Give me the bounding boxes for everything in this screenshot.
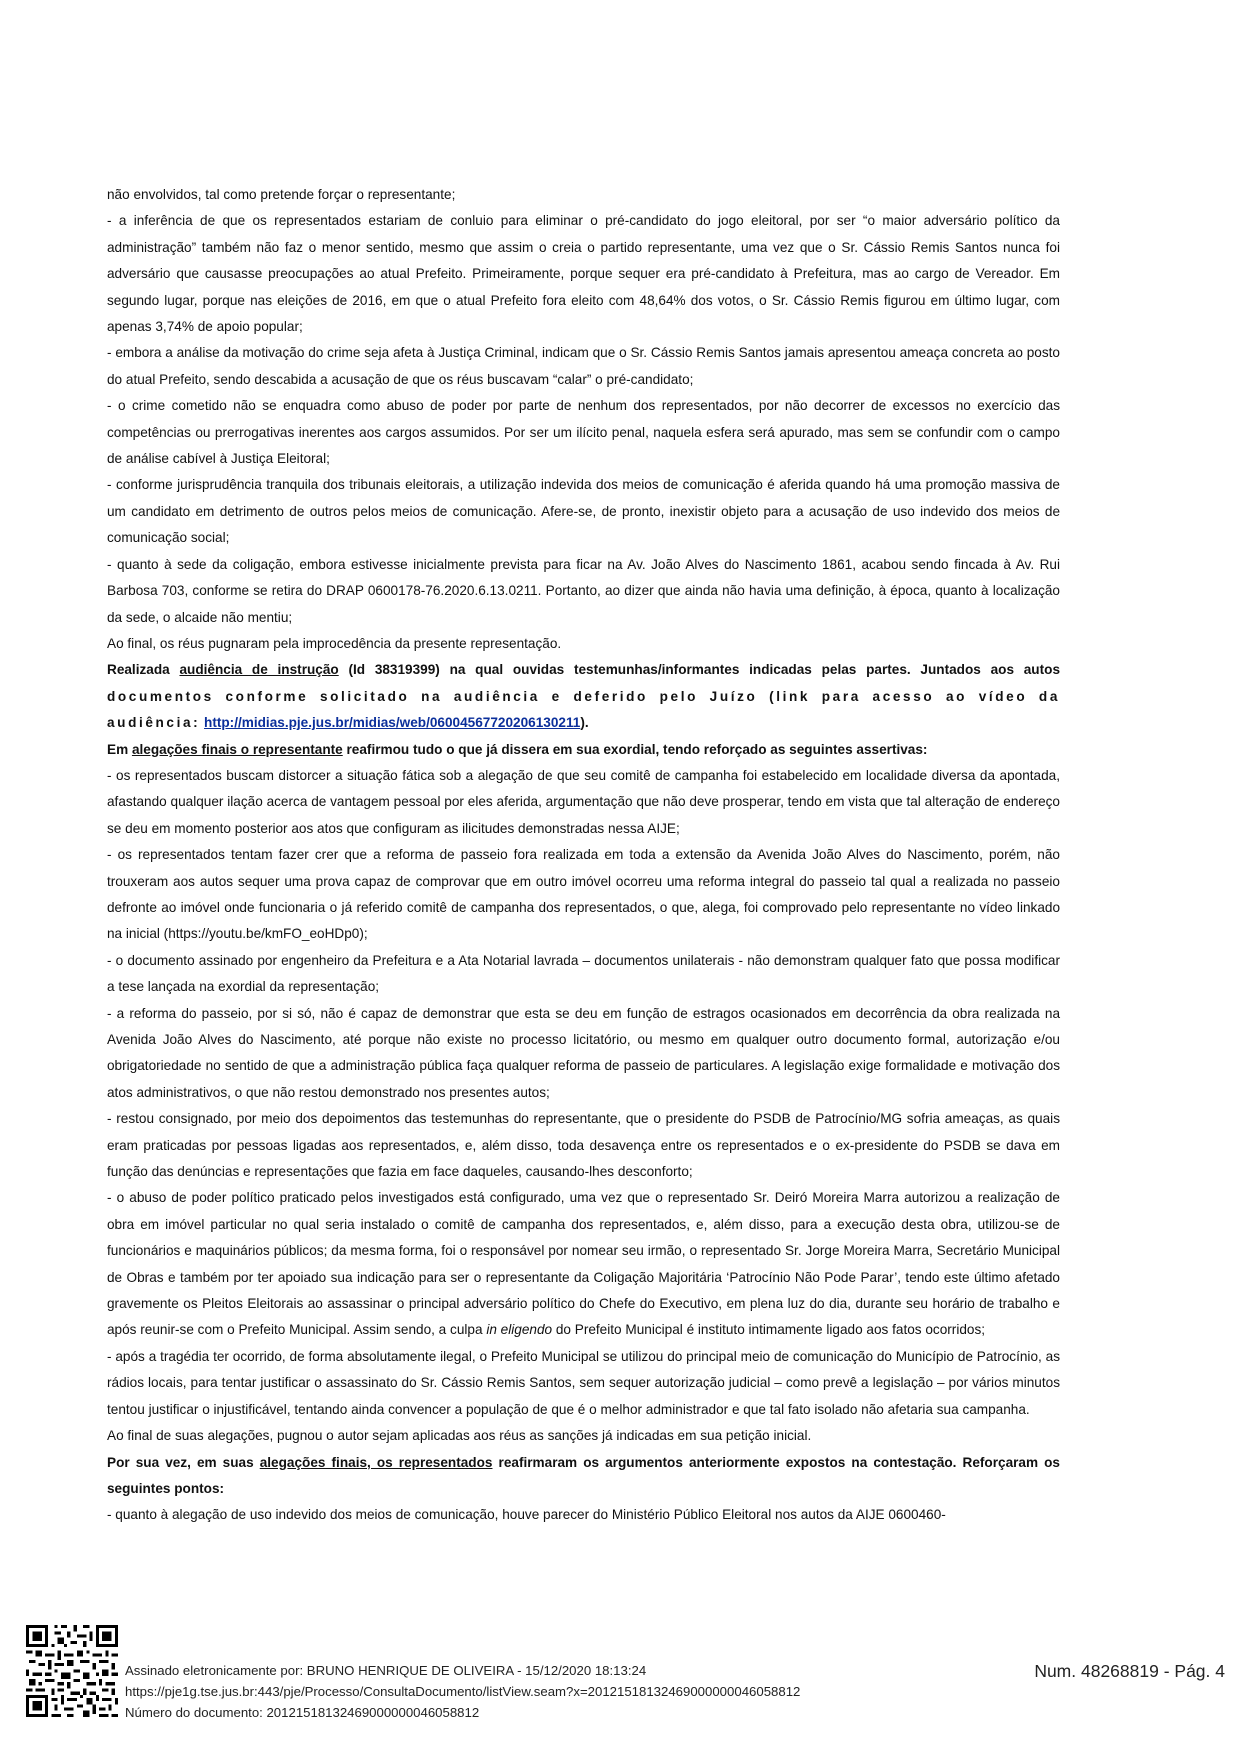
qr-code-icon xyxy=(26,1625,118,1717)
paragraph: - o abuso de poder político praticado pelos investigados está configurado, uma vez que o representado Sr. Deiró Moreira Marra autorizou a realização de obra em imóvel particular no qual seria instalado o comitê de campanha dos representados, e, além disso, para a execução desta obra, utilizou-se de funcionários e maquinários públicos; da mesma forma, foi o responsável por nomear seu irmão, o representado Sr. Jorge Moreira Marra, Secretário Municipal de Obras e também por ter apoiado sua indicação para ser o representante da Coligação Majoritária ‘Patrocínio Não Pode Parar’, tendo este último afetado gravemente os Pleitos Eleitorais ao assassinar o principal adversário político do Chefe do Executivo, em plena luz do dia, durante seu horário de trabalho e após reunir-se com o Prefeito Municipal. Assim sendo, a culpa in eligendo do Prefeito Municipal é instituto intimamente ligado aos fatos ocorridos; xyxy=(107,1190,1060,1338)
paragraph: - os representados tentam fazer crer que a reforma de passeio fora realizada em toda a extensão da Avenida João Alves do Nascimento, porém, não trouxeram aos autos sequer uma prova capaz de comprovar que em outro imóvel ocorreu uma reforma integral do passeio tal qual a realizada no passeio defronte ao imóvel onde funcionaria o já referido comitê de campanha dos representados, o que, alega, foi comprovado pelo representante no vídeo linkado na inicial (https://youtu.be/kmFO_eoHDp0); xyxy=(107,847,1060,942)
paragraph: Ao final, os réus pugnaram pela improcedência da presente representação. xyxy=(107,635,562,651)
signed-by: Assinado eletronicamente por: BRUNO HENRIQUE DE OLIVEIRA - 15/12/2020 18:13:24 xyxy=(125,1663,647,1678)
document-url[interactable]: https://pje1g.tse.jus.br:443/pje/Processo/ConsultaDocumento/listView.seam?x=20121518132469000000046058812 xyxy=(125,1684,801,1699)
paragraph: não envolvidos, tal como pretende forçar o representante; xyxy=(107,187,456,202)
page-number: Num. 48268819 - Pág. 4 xyxy=(1034,1661,1225,1681)
signature-block xyxy=(125,1660,800,1723)
paragraph: - a inferência de que os representados estariam de conluio para eliminar o pré-candidato do jogo eleitoral, por ser “o maior adversário político da administração” também não faz o menor sentido, mesmo que assim o creia o partido representante, uma vez que o Sr. Cássio Remis Santos nunca foi adversário que causasse preocupações ao atual Prefeito. Primeiramente, porque sequer era pré-candidato à Prefeitura, mas ao cargo de Vereador. Em segundo lugar, porque nas eleições de 2016, em que o atual Prefeito fora eleito com 48,64% dos votos, o Sr. Cássio Remis figurou em último lugar, com apenas 3,74% de apoio popular; xyxy=(107,213,1060,335)
paragraph: - os representados buscam distorcer a situação fática sob a alegação de que seu comitê de campanha foi estabelecido em localidade diversa da apontada, afastando qualquer ilação acerca de vantagem pessoal por eles aferida, argumentação que não deve prosperar, tendo em vista que tal alteração de endereço se deu em momento posterior aos atos que configuram as ilicitudes demonstradas nessa AIJE; xyxy=(107,767,1060,836)
paragraph: - o crime cometido não se enquadra como abuso de poder por parte de nenhum dos representados, por não decorrer de excessos no exercício das competências ou prerrogativas inerentes aos cargos assumidos. Por ser um ilícito penal, naquela esfera será apurado, mas sem se confundir com o campo de análise cabível à Justiça Eleitoral; xyxy=(107,398,1060,467)
document-body xyxy=(107,182,1060,1529)
paragraph: - quanto à alegação de uso indevido dos meios de comunicação, houve parecer do Ministério Público Eleitoral nos autos da AIJE 0600460- xyxy=(107,1507,946,1523)
paragraph-alegacoes-representante: Em alegações finais o representante reafirmou tudo o que já dissera em sua exordial, tendo reforçado as seguintes assertivas: xyxy=(107,741,928,757)
paragraph: - embora a análise da motivação do crime seja afeta à Justiça Criminal, indicam que o Sr. Cássio Remis Santos jamais apresentou ameaça concreta ao posto do atual Prefeito, sendo descabida a acusação de que os réus buscavam “calar” o pré-candidato; xyxy=(107,345,1060,387)
hearing-video-link[interactable]: http://midias.pje.jus.br/midias/web/06004567720206130211 xyxy=(204,715,581,731)
paragraph: - conforme jurisprudência tranquila dos tribunais eleitorais, a utilização indevida dos meios de comunicação é aferida quando há uma promoção massiva de um candidato em detrimento de outros pelos meios de comunicação. Afere-se, de pronto, inexistir objeto para a acusação de uso indevido dos meios de comunicação social; xyxy=(107,477,1060,546)
paragraph-audiencia: Realizada audiência de instrução (Id 38319399) na qual ouvidas testemunhas/informantes indicadas pelas partes. Juntados aos autos documentos conforme solicitado na audiência e deferido pelo Juízo (link para acesso ao vídeo da audiência: http://midias.pje.jus.br/midias/web/06004567720206130211). xyxy=(107,662,1061,731)
document-number: Número do documento: 20121518132469000000046058812 xyxy=(125,1705,480,1720)
paragraph: - restou consignado, por meio dos depoimentos das testemunhas do representante, que o presidente do PSDB de Patrocínio/MG sofria ameaças, as quais eram praticadas por pessoas ligadas aos representados, e, além disso, toda desavença entre os representados e o ex-presidente do PSDB se dava em função das denúncias e representações que fazia em face daqueles, causando-lhes desconforto; xyxy=(107,1111,1060,1180)
paragraph: Ao final de suas alegações, pugnou o autor sejam aplicadas aos réus as sanções já indicadas em sua petição inicial. xyxy=(107,1428,812,1444)
paragraph: - a reforma do passeio, por si só, não é capaz de demonstrar que esta se deu em função de estragos ocasionados em decorrência da obra realizada na Avenida João Alves do Nascimento, até porque não existe no processo licitatório, ou mesmo em qualquer outro documento formal, autorização e/ou obrigatoriedade no sentido de que a administração pública faça qualquer reforma de passeio de particulares. A legislação exige formalidade e motivação dos atos administrativos, o que não restou demonstrado nos presentes autos; xyxy=(107,1005,1060,1100)
paragraph-alegacoes-representados: Por sua vez, em suas alegações finais, os representados reafirmaram os argumentos anteriormente expostos na contestação. Reforçaram os seguintes pontos: xyxy=(107,1454,1060,1496)
paragraph: - após a tragédia ter ocorrido, de forma absolutamente ilegal, o Prefeito Municipal se utilizou do principal meio de comunicação do Município de Patrocínio, as rádios locais, para tentar justificar o assassinato do Sr. Cássio Remis Santos, sem sequer autorização judicial – como prevê a legislação – por vários minutos tentou justificar o injustificável, tentando ainda convencer a população de que é o melhor administrador e que tal fato isolado não afetaria sua campanha. xyxy=(107,1348,1060,1417)
paragraph: - quanto à sede da coligação, embora estivesse inicialmente prevista para ficar na Av. João Alves do Nascimento 1861, acabou sendo fincada à Av. Rui Barbosa 703, conforme se retira do DRAP 0600178-76.2020.6.13.0211. Portanto, ao dizer que ainda não havia uma definição, à época, quanto à localização da sede, o alcaide não mentiu; xyxy=(107,556,1060,625)
paragraph: - o documento assinado por engenheiro da Prefeitura e a Ata Notarial lavrada – documentos unilaterais - não demonstram qualquer fato que possa modificar a tese lançada na exordial da representação; xyxy=(107,952,1060,995)
